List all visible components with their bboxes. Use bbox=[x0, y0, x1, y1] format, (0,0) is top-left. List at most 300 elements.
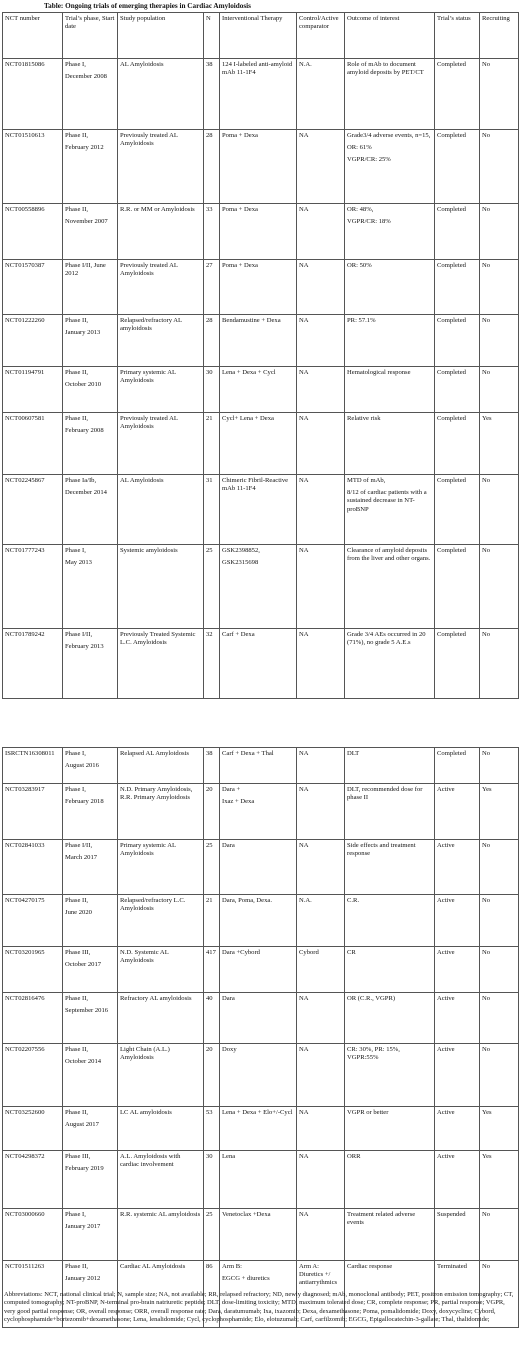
phase-date-cell bbox=[63, 204, 118, 260]
recruiting-cell: No bbox=[480, 1209, 519, 1261]
population-cell: LC AL amyloidosis bbox=[118, 1107, 204, 1151]
status-cell: Active bbox=[435, 1107, 480, 1151]
header-phase-date: Trial’s phase, Start date bbox=[63, 13, 118, 59]
status-cell: Active bbox=[435, 993, 480, 1044]
population-cell: Refractory AL amyloidosis bbox=[118, 993, 204, 1044]
therapy-cell bbox=[220, 1107, 297, 1151]
therapy-cell-line: Ixaz + Dexa bbox=[222, 797, 255, 805]
phase-date-cell bbox=[63, 1151, 118, 1209]
therapy-cell bbox=[220, 895, 297, 947]
sample-size-cell: 28 bbox=[204, 315, 220, 367]
status-cell: Completed bbox=[435, 315, 480, 367]
phase-date-cell-line: August 2017 bbox=[65, 1120, 99, 1128]
sample-size-cell: 28 bbox=[204, 130, 220, 204]
abbreviations-note: Abbreviations: NCT, national clinical trial; N, sample size; NA, not available; RR, relapsed refractory; ND, newly diagnosed; mAb, monoclonal antibody; PET, positron emission tomography; CT, computed tomography; NT-proBNP, N-terminal pro-brain natriuretic peptide; DLT, dose-limiting toxicity; MTD, maximum tolerated dose; CR, complete response; PR, partial response; VGPR, very good partial response; OR, overall response; ORR, overall response rate; Dara, daratumumab; Ixa, ixazomib; Dexa, dexamethasone; Poma, pomalidomide; Doxy, doxycycline; Cybord, cyclophosphamide+bortezomib+dexamethasone; Lena, lenalidomide; Cycl, cyclophosphamide; Elo, elotuzumab; Carf, carfilzomib; EGCG, Epigallocatechin-3-gallate; Thal, thalidomide; bbox=[4, 1291, 514, 1324]
outcome-cell-line: Grade3/4 adverse events, n=15, bbox=[347, 131, 431, 139]
control-cell: N.A. bbox=[297, 895, 345, 947]
sample-size-cell: 32 bbox=[204, 629, 220, 699]
table-row bbox=[3, 260, 519, 315]
therapy-cell-line: Arm B: bbox=[222, 1262, 242, 1270]
therapy-cell bbox=[220, 1044, 297, 1107]
phase-date-cell bbox=[63, 947, 118, 993]
outcome-cell-line: OR (C.R., VGPR) bbox=[347, 994, 396, 1002]
status-cell: Completed bbox=[435, 59, 480, 130]
phase-date-cell-line: October 2017 bbox=[65, 960, 102, 968]
outcome-cell-line: OR: 50% bbox=[347, 261, 372, 269]
status-cell: Active bbox=[435, 784, 480, 840]
phase-date-cell bbox=[63, 59, 118, 130]
phase-date-cell bbox=[63, 367, 118, 413]
nct-number-cell: NCT01789242 bbox=[3, 629, 63, 699]
table-row bbox=[3, 1151, 519, 1209]
outcome-cell bbox=[345, 947, 435, 993]
recruiting-cell: No bbox=[480, 204, 519, 260]
nct-number-cell: NCT01194791 bbox=[3, 367, 63, 413]
outcome-cell bbox=[345, 840, 435, 895]
sample-size-cell: 25 bbox=[204, 840, 220, 895]
recruiting-cell: No bbox=[480, 840, 519, 895]
outcome-cell bbox=[345, 545, 435, 629]
therapy-cell-line: Poma + Dexa bbox=[222, 205, 258, 213]
population-cell: Light Chain (A.L.) Amyloidosis bbox=[118, 1044, 204, 1107]
therapy-cell bbox=[220, 840, 297, 895]
recruiting-cell: No bbox=[480, 1261, 519, 1328]
phase-date-cell-line: Phase II, bbox=[65, 205, 89, 213]
outcome-cell bbox=[345, 1151, 435, 1209]
header-n: N bbox=[204, 13, 220, 59]
status-cell: Completed bbox=[435, 629, 480, 699]
status-cell: Completed bbox=[435, 475, 480, 545]
table-row bbox=[3, 59, 519, 130]
sample-size-cell: 53 bbox=[204, 1107, 220, 1151]
trials-table-part-2 bbox=[2, 747, 519, 1328]
therapy-cell-line: Dara + bbox=[222, 785, 241, 793]
therapy-cell bbox=[220, 993, 297, 1044]
outcome-cell-line: Side effects and treatment response bbox=[347, 841, 416, 857]
phase-date-cell-line: Phase I, bbox=[65, 60, 86, 68]
header-therapy: Interventional Therapy bbox=[220, 13, 297, 59]
therapy-cell bbox=[220, 1209, 297, 1261]
header-control: Control/Active comparator bbox=[297, 13, 345, 59]
outcome-cell-line: VGPR/CR: 25% bbox=[347, 156, 391, 164]
outcome-cell-line: Grade 3/4 AEs occurred in 20 (71%), no grade 5 A.E.s bbox=[347, 630, 426, 646]
table-row bbox=[3, 1107, 519, 1151]
population-cell: N.D. Primary Amyloidosis, R.R. Primary Amyloidosis bbox=[118, 784, 204, 840]
outcome-cell-line: 8/12 of cardiac patients with a sustained decrease in NT-proBNP bbox=[347, 488, 427, 513]
phase-date-cell-line: Phase II, bbox=[65, 896, 89, 904]
sample-size-cell: 25 bbox=[204, 1209, 220, 1261]
population-cell: AL Amyloidosis bbox=[118, 59, 204, 130]
population-cell: Relapsed/refractory L.C. Amyloidosis bbox=[118, 895, 204, 947]
recruiting-cell: Yes bbox=[480, 1107, 519, 1151]
therapy-cell-line: Lena + Dexa + Elo+/-Cycl bbox=[222, 1108, 293, 1116]
therapy-cell bbox=[220, 1151, 297, 1209]
phase-date-cell-line: October 2014 bbox=[65, 1057, 102, 1065]
outcome-cell-line: OR: 48%, bbox=[347, 205, 374, 213]
sample-size-cell: 33 bbox=[204, 204, 220, 260]
outcome-cell-line: Clearance of amyloid deposits from the liver and other organs. bbox=[347, 546, 431, 562]
phase-date-cell bbox=[63, 315, 118, 367]
recruiting-cell: No bbox=[480, 367, 519, 413]
nct-number-cell: NCT01510613 bbox=[3, 130, 63, 204]
phase-date-cell bbox=[63, 1044, 118, 1107]
therapy-cell-line: Carf + Dexa + Thal bbox=[222, 749, 274, 757]
nct-number-cell: NCT04270175 bbox=[3, 895, 63, 947]
therapy-cell-line: Poma + Dexa bbox=[222, 261, 258, 269]
outcome-cell-line: ORR bbox=[347, 1152, 361, 1160]
recruiting-cell: No bbox=[480, 748, 519, 784]
table-row bbox=[3, 993, 519, 1044]
phase-date-cell-line: Phase I, bbox=[65, 749, 86, 757]
phase-date-cell-line: Phase I, bbox=[65, 546, 86, 554]
therapy-cell-line: GSK2315698 bbox=[222, 558, 259, 566]
status-cell: Completed bbox=[435, 130, 480, 204]
sample-size-cell: 40 bbox=[204, 993, 220, 1044]
phase-date-cell-line: February 2013 bbox=[65, 642, 104, 650]
sample-size-cell: 417 bbox=[204, 947, 220, 993]
phase-date-cell-line: Phase III, bbox=[65, 948, 91, 956]
outcome-cell-line: DLT bbox=[347, 749, 360, 757]
nct-number-cell: NCT02245867 bbox=[3, 475, 63, 545]
phase-date-cell-line: December 2008 bbox=[65, 72, 107, 80]
recruiting-cell: No bbox=[480, 545, 519, 629]
phase-date-cell-line: October 2010 bbox=[65, 380, 102, 388]
nct-number-cell: NCT00558896 bbox=[3, 204, 63, 260]
control-cell: Arm A: Diuretics +/ antiarrythmics bbox=[297, 1261, 345, 1328]
recruiting-cell: No bbox=[480, 59, 519, 130]
nct-number-cell: NCT01815086 bbox=[3, 59, 63, 130]
control-cell: NA bbox=[297, 260, 345, 315]
header-status: Trial’s status bbox=[435, 13, 480, 59]
control-cell: NA bbox=[297, 1044, 345, 1107]
status-cell: Active bbox=[435, 1044, 480, 1107]
phase-date-cell bbox=[63, 748, 118, 784]
sample-size-cell: 21 bbox=[204, 413, 220, 475]
recruiting-cell: No bbox=[480, 947, 519, 993]
control-cell: NA bbox=[297, 315, 345, 367]
population-cell: Systemic amyloidosis bbox=[118, 545, 204, 629]
population-cell: A.L. Amyloidosis with cardiac involvement bbox=[118, 1151, 204, 1209]
phase-date-cell bbox=[63, 1107, 118, 1151]
sample-size-cell: 27 bbox=[204, 260, 220, 315]
outcome-cell bbox=[345, 1209, 435, 1261]
nct-number-cell: NCT04298372 bbox=[3, 1151, 63, 1209]
outcome-cell-line: Relative risk bbox=[347, 414, 381, 422]
outcome-cell bbox=[345, 260, 435, 315]
outcome-cell bbox=[345, 130, 435, 204]
therapy-cell bbox=[220, 748, 297, 784]
status-cell: Completed bbox=[435, 545, 480, 629]
control-cell: NA bbox=[297, 1107, 345, 1151]
outcome-cell bbox=[345, 475, 435, 545]
therapy-cell-line: Bendamustine + Dexa bbox=[222, 316, 281, 324]
therapy-cell-line: Cycl+ Lena + Dexa bbox=[222, 414, 274, 422]
status-cell: Completed bbox=[435, 413, 480, 475]
sample-size-cell: 20 bbox=[204, 1044, 220, 1107]
nct-number-cell: NCT02841033 bbox=[3, 840, 63, 895]
sample-size-cell: 30 bbox=[204, 1151, 220, 1209]
phase-date-cell-line: February 2008 bbox=[65, 426, 104, 434]
phase-date-cell-line: Phase II, bbox=[65, 994, 89, 1002]
therapy-cell bbox=[220, 260, 297, 315]
control-cell: NA bbox=[297, 840, 345, 895]
phase-date-cell-line: Phase I/II, June 2012 bbox=[65, 261, 106, 277]
control-cell: NA bbox=[297, 1209, 345, 1261]
outcome-cell-line: Role of mAb to document amyloid deposits by PET/CT bbox=[347, 60, 424, 76]
phase-date-cell bbox=[63, 1209, 118, 1261]
table-row bbox=[3, 475, 519, 545]
control-cell: NA bbox=[297, 1151, 345, 1209]
table-row bbox=[3, 947, 519, 993]
recruiting-cell: No bbox=[480, 130, 519, 204]
therapy-cell bbox=[220, 475, 297, 545]
recruiting-cell: Yes bbox=[480, 413, 519, 475]
sample-size-cell: 30 bbox=[204, 367, 220, 413]
outcome-cell-line: CR: 30%, PR: 15%, VGPR:55% bbox=[347, 1045, 400, 1061]
outcome-cell-line: C.R. bbox=[347, 896, 360, 904]
therapy-cell-line: EGCG + diuretics bbox=[222, 1274, 270, 1282]
phase-date-cell-line: March 2017 bbox=[65, 853, 98, 861]
outcome-cell bbox=[345, 204, 435, 260]
control-cell: NA bbox=[297, 545, 345, 629]
phase-date-cell bbox=[63, 840, 118, 895]
phase-date-cell-line: June 2020 bbox=[65, 908, 92, 916]
nct-number-cell: NCT02207556 bbox=[3, 1044, 63, 1107]
outcome-cell-line: DLT, recommended dose for phase II bbox=[347, 785, 423, 801]
therapy-cell-line: Chimeric Fibril-Reactive mAb 11-1F4 bbox=[222, 476, 289, 492]
phase-date-cell-line: February 2018 bbox=[65, 797, 104, 805]
population-cell: Primary systemic AL Amyloidosis bbox=[118, 367, 204, 413]
header-nct-number: NCT number bbox=[3, 13, 63, 59]
phase-date-cell-line: May 2013 bbox=[65, 558, 92, 566]
therapy-cell bbox=[220, 367, 297, 413]
outcome-cell bbox=[345, 748, 435, 784]
status-cell: Completed bbox=[435, 204, 480, 260]
status-cell: Completed bbox=[435, 260, 480, 315]
phase-date-cell bbox=[63, 993, 118, 1044]
therapy-cell bbox=[220, 130, 297, 204]
therapy-cell-line: Venetoclax +Dexa bbox=[222, 1210, 271, 1218]
population-cell: Previously treated AL Amyloidosis bbox=[118, 130, 204, 204]
therapy-cell-line: Dara bbox=[222, 841, 235, 849]
therapy-cell-line: Dara +Cybord bbox=[222, 948, 260, 956]
outcome-cell-line: VGPR or better bbox=[347, 1108, 389, 1116]
therapy-cell-line: Poma + Dexa bbox=[222, 131, 258, 139]
therapy-cell-line: GSK2398852, bbox=[222, 546, 260, 554]
population-cell: Relapsed AL Amyloidosis bbox=[118, 748, 204, 784]
recruiting-cell: Yes bbox=[480, 784, 519, 840]
outcome-cell bbox=[345, 895, 435, 947]
table-row bbox=[3, 1209, 519, 1261]
phase-date-cell bbox=[63, 629, 118, 699]
phase-date-cell-line: Phase II, bbox=[65, 368, 89, 376]
nct-number-cell: NCT01570387 bbox=[3, 260, 63, 315]
recruiting-cell: No bbox=[480, 1044, 519, 1107]
sample-size-cell: 38 bbox=[204, 59, 220, 130]
outcome-cell bbox=[345, 59, 435, 130]
population-cell: N.D. Systemic AL Amyloidosis bbox=[118, 947, 204, 993]
therapy-cell bbox=[220, 629, 297, 699]
recruiting-cell: No bbox=[480, 315, 519, 367]
phase-date-cell-line: February 2019 bbox=[65, 1164, 104, 1172]
outcome-cell bbox=[345, 784, 435, 840]
table-row bbox=[3, 130, 519, 204]
therapy-cell bbox=[220, 545, 297, 629]
recruiting-cell: No bbox=[480, 260, 519, 315]
population-cell: Previously Treated Systemic L.C. Amyloidosis bbox=[118, 629, 204, 699]
header-recruiting: Recruiting bbox=[480, 13, 519, 59]
table-row bbox=[3, 315, 519, 367]
nct-number-cell: NCT03201965 bbox=[3, 947, 63, 993]
therapy-cell-line: Lena + Dexa + Cycl bbox=[222, 368, 276, 376]
outcome-cell-line: VGPR/CR: 18% bbox=[347, 217, 391, 225]
population-cell: Previously treated AL Amyloidosis bbox=[118, 260, 204, 315]
therapy-cell-line: Doxy bbox=[222, 1045, 237, 1053]
control-cell: NA bbox=[297, 413, 345, 475]
control-cell: Cybord bbox=[297, 947, 345, 993]
control-cell: N.A. bbox=[297, 59, 345, 130]
nct-number-cell: NCT02816476 bbox=[3, 993, 63, 1044]
status-cell: Suspended bbox=[435, 1209, 480, 1261]
phase-date-cell-line: Phase II, bbox=[65, 131, 89, 139]
control-cell: NA bbox=[297, 367, 345, 413]
status-cell: Completed bbox=[435, 748, 480, 784]
status-cell: Active bbox=[435, 895, 480, 947]
phase-date-cell-line: Phase II, bbox=[65, 316, 89, 324]
outcome-cell bbox=[345, 367, 435, 413]
table-row bbox=[3, 367, 519, 413]
status-cell: Active bbox=[435, 840, 480, 895]
phase-date-cell-line: December 2014 bbox=[65, 488, 107, 496]
phase-date-cell-line: Phase II, bbox=[65, 1262, 89, 1270]
nct-number-cell: NCT03252600 bbox=[3, 1107, 63, 1151]
population-cell: R.R. or MM or Amyloidosis bbox=[118, 204, 204, 260]
table-row bbox=[3, 413, 519, 475]
control-cell: NA bbox=[297, 748, 345, 784]
outcome-cell bbox=[345, 315, 435, 367]
nct-number-cell: ISRCTN16308011 bbox=[3, 748, 63, 784]
outcome-cell bbox=[345, 413, 435, 475]
phase-date-cell-line: Phase I, bbox=[65, 1210, 86, 1218]
control-cell: NA bbox=[297, 993, 345, 1044]
phase-date-cell bbox=[63, 784, 118, 840]
therapy-cell bbox=[220, 315, 297, 367]
therapy-cell-line: Dara, Poma, Dexa. bbox=[222, 896, 272, 904]
phase-date-cell bbox=[63, 545, 118, 629]
trials-table-part-1 bbox=[2, 12, 519, 699]
sample-size-cell: 86 bbox=[204, 1261, 220, 1328]
therapy-cell bbox=[220, 204, 297, 260]
phase-date-cell-line: September 2016 bbox=[65, 1006, 109, 1014]
table-row bbox=[3, 629, 519, 699]
recruiting-cell: No bbox=[480, 629, 519, 699]
phase-date-cell-line: Phase II, bbox=[65, 414, 89, 422]
outcome-cell bbox=[345, 629, 435, 699]
outcome-cell bbox=[345, 993, 435, 1044]
therapy-cell bbox=[220, 59, 297, 130]
outcome-cell bbox=[345, 1044, 435, 1107]
header-row bbox=[3, 13, 519, 59]
outcome-cell bbox=[345, 1107, 435, 1151]
control-cell: NA bbox=[297, 204, 345, 260]
table-row bbox=[3, 895, 519, 947]
phase-date-cell-line: Phase I/II, bbox=[65, 630, 93, 638]
phase-date-cell-line: Phase III, bbox=[65, 1152, 91, 1160]
population-cell: R.R. systemic AL amyloidosis bbox=[118, 1209, 204, 1261]
phase-date-cell-line: Phase I/II, bbox=[65, 841, 93, 849]
phase-date-cell bbox=[63, 895, 118, 947]
therapy-cell-line: Carf + Dexa bbox=[222, 630, 255, 638]
therapy-cell bbox=[220, 947, 297, 993]
sample-size-cell: 21 bbox=[204, 895, 220, 947]
phase-date-cell-line: February 2012 bbox=[65, 143, 104, 151]
phase-date-cell bbox=[63, 475, 118, 545]
status-cell: Active bbox=[435, 947, 480, 993]
phase-date-cell-line: January 2013 bbox=[65, 328, 101, 336]
table-row bbox=[3, 1044, 519, 1107]
recruiting-cell: No bbox=[480, 895, 519, 947]
sample-size-cell: 38 bbox=[204, 748, 220, 784]
nct-number-cell: NCT03000660 bbox=[3, 1209, 63, 1261]
nct-number-cell: NCT01511263 bbox=[3, 1261, 63, 1328]
phase-date-cell bbox=[63, 130, 118, 204]
phase-date-cell-line: August 2016 bbox=[65, 761, 99, 769]
recruiting-cell: No bbox=[480, 475, 519, 545]
table-row bbox=[3, 748, 519, 784]
sample-size-cell: 20 bbox=[204, 784, 220, 840]
therapy-cell bbox=[220, 784, 297, 840]
table-row bbox=[3, 204, 519, 260]
table-row bbox=[3, 545, 519, 629]
table-row bbox=[3, 784, 519, 840]
population-cell: Relapsed/refractory AL amyloidosis bbox=[118, 315, 204, 367]
status-cell: Active bbox=[435, 1151, 480, 1209]
therapy-cell-line: Dara bbox=[222, 994, 235, 1002]
therapy-cell bbox=[220, 413, 297, 475]
phase-date-cell-line: January 2012 bbox=[65, 1274, 101, 1282]
header-outcome: Outcome of interest bbox=[345, 13, 435, 59]
phase-date-cell-line: Phase II, bbox=[65, 1108, 89, 1116]
phase-date-cell-line: Phase I, bbox=[65, 785, 86, 793]
outcome-cell-line: PR: 57.1% bbox=[347, 316, 376, 324]
nct-number-cell: NCT01222260 bbox=[3, 315, 63, 367]
outcome-cell-line: Hematological response bbox=[347, 368, 411, 376]
outcome-cell-line: OR: 61% bbox=[347, 143, 372, 151]
table-row bbox=[3, 840, 519, 895]
phase-date-cell-line: November 2007 bbox=[65, 217, 108, 225]
nct-number-cell: NCT01777243 bbox=[3, 545, 63, 629]
outcome-cell-line: MTD of mAb, bbox=[347, 476, 386, 484]
header-population: Study population bbox=[118, 13, 204, 59]
status-cell: Completed bbox=[435, 367, 480, 413]
therapy-cell-line: 124 I-labeled anti-amyloid mAb 11-1F4 bbox=[222, 60, 293, 76]
phase-date-cell bbox=[63, 413, 118, 475]
recruiting-cell: No bbox=[480, 993, 519, 1044]
control-cell: NA bbox=[297, 130, 345, 204]
phase-date-cell-line: January 2017 bbox=[65, 1222, 101, 1230]
outcome-cell-line: CR bbox=[347, 948, 356, 956]
control-cell: NA bbox=[297, 629, 345, 699]
population-cell: Previously treated AL Amyloidosis bbox=[118, 413, 204, 475]
table-title: Table: Ongoing trials of emerging therapies in Cardiac Amyloidosis bbox=[44, 2, 251, 10]
outcome-cell-line: Cardiac response bbox=[347, 1262, 393, 1270]
population-cell: Cardiac AL Amyloidosis bbox=[118, 1261, 204, 1328]
recruiting-cell: Yes bbox=[480, 1151, 519, 1209]
therapy-cell-line: Lena bbox=[222, 1152, 236, 1160]
nct-number-cell: NCT03283917 bbox=[3, 784, 63, 840]
phase-date-cell-line: Phase Ia/Ib, bbox=[65, 476, 97, 484]
control-cell: NA bbox=[297, 475, 345, 545]
